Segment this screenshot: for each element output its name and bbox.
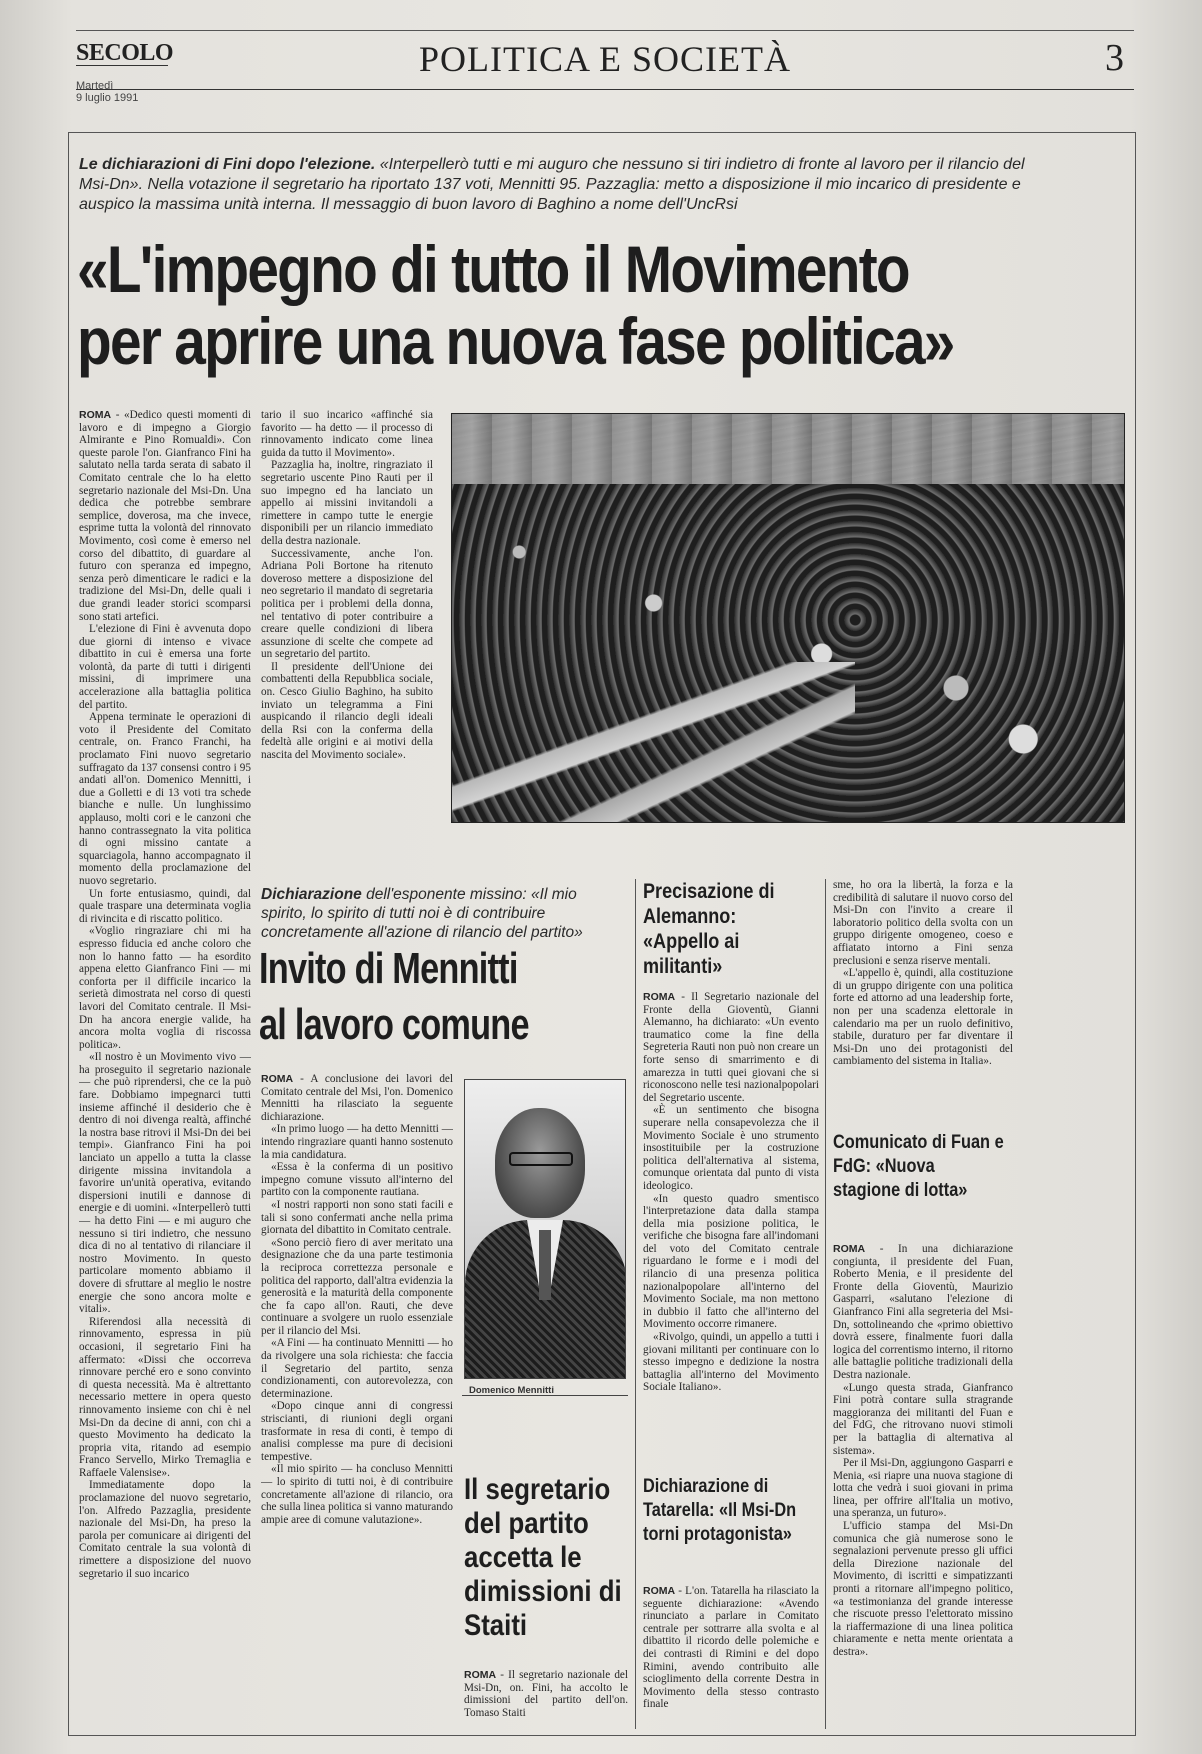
page-number: 3 — [1105, 37, 1124, 79]
paragraph: Immediatamente dopo la proclamazione del nuovo segretario, l'on. Alfredo Pazzaglia, presidente nazionale del Msi-Dn, ha preso la parola per comunicare ai dirigenti del Comitato centrale la sua volontà di rimettere a disposizione del nuovo segretario il suo incarico — [79, 1479, 251, 1580]
paragraph: Appena terminate le operazioni di voto il Presidente del Comitato centrale, on. Franco Franchi, ha proclamato Fini nuovo segretario suffragato da 137 consensi contro i 95 andati all'on. Domenico Mennitti, i due a Golletti e di 13 voti tra schede bianche e nulle. Un lunghissimo applauso, molti cori e le canzoni che hanno contrassegnato la vita politica di ogni missino cantate a squarciagola, hanno accompagnato il momento della proclamazione del nuovo segretario. — [79, 711, 251, 887]
newspaper-brand: SECOLO — [76, 40, 174, 66]
paragraph-text: - Il Segretario nazionale del Fronte della Gioventù, Gianni Alemanno, ha dichiarato: «Un evento traumatico come la fine della Segreteria Rauti non può non creare un forte senso di smarrimento e di amarezza in tutti quei giovani che si riconoscono nelle tesi nazionalpopolari del Segretario uscente. — [643, 991, 819, 1104]
section-title: POLITICA E SOCIETÀ — [419, 39, 791, 79]
alemanno-article-body — [643, 991, 819, 1411]
paragraph-text: - L'on. Tatarella ha rilasciato la seguente dichiarazione: «Avendo rinunciato a parlare in Comitato centrale per sottrarre alla svolta e al dibattito il ricordo delle polemiche e dei contrasti di Rimini e del dopo Rimini, avendo contribuito alle scioglimento della corrente Destra in Movimento della stesso contrasto finale — [643, 1585, 819, 1711]
paragraph: «L'appello è, quindi, alla costituzione di un gruppo dirigente con una politica forte ed attorno ad una leadership forte, non per una scadenza elettorale in calendario ma per un ruolo definitivo, stabile, duraturo per far diventare il Msi-Dn uno dei protagonisti del cambiamento del sistema in Italia». — [833, 967, 1013, 1068]
mennitti-article-body — [261, 1073, 453, 1733]
main-headline — [77, 233, 1092, 377]
dateline: ROMA — [643, 991, 676, 1003]
dateline: ROMA — [261, 1073, 294, 1085]
mennitti-kicker — [261, 885, 621, 942]
paragraph: «Lungo questa strada, Gianfranco Fini potrà contare sulla stragrande maggioranza dei militanti del Fuan e del FdG, che ritrovano nuovi stimoli per la battaglia di alternativa al sistema». — [833, 1381, 1013, 1457]
fuan-headline: Comunicato di Fuan e FdG: «Nuova stagione di lotta» — [833, 1132, 1004, 1201]
paragraph: Un forte entusiasmo, quindi, dal quale traspare una determinata voglia di rivincita e di riscatto politico. — [79, 887, 251, 925]
staiti-article-body — [464, 1669, 628, 1735]
masthead — [76, 30, 1134, 104]
paragraph: «Il nostro è un Movimento vivo — ha proseguito il segretario nazionale — che può riprendersi, che ce la può fare. Dobbiamo impegnarci tutti insieme affinché il desiderio che è dentro di noi divenga realtà, affinché la nostra base ritrovi il Msi-Dn dei bei tempi». Gianfranco Fini ha poi lanciato un appello a tutta la classe dirigente missina invitandola a favorire un'unità operativa, evitando dispersioni inutili e dannose di energie e di uomini. «Interpellerò tutti — ha detto Fini — e mi auguro che nessuno si tiri indietro, che nessuno dica di no al tentativo di rilanciare il nostro Movimento. In questo particolare momento abbiamo il dovere di sfruttare al meglio le nostre energie che sono ancora molte e vitali». — [79, 1051, 251, 1316]
committee-meeting-photo — [451, 413, 1125, 823]
alemanno-headline: Precisazione di Alemanno: «Appello ai militanti» — [643, 880, 775, 978]
paragraph: L'elezione di Fini è avvenuta dopo due giorni di intenso e vivace dibattito in cui è emersa una forte volontà, da parte di tutti i dirigenti missini, di imprimere una accelerazione alla battaglia politica del partito. — [79, 623, 251, 711]
paragraph: «A Fini — ha continuato Mennitti — ho da rivolgere una sola richiesta: che faccia il Segretario del partito, senza condizionamenti, con autorevolezza, con determinazione. — [261, 1337, 453, 1400]
dateline: ROMA — [464, 1669, 497, 1681]
paragraph: Successivamente, anche l'on. Adriana Poli Bortone ha ritenuto doveroso mettere a disposizione del neo segretario il mandato di segretaria politica per i problemi della donna, nel tentativo di poter contribuire a creare quelle condizioni di libera assunzione di scelte che compete ad un segretario del partito. — [261, 547, 433, 661]
paragraph: «In primo luogo — ha detto Mennitti — intendo ringraziare quanti hanno sostenuto la mia candidatura. — [261, 1123, 453, 1161]
tatarella-article-body — [643, 1585, 819, 1733]
dateline: ROMA — [833, 1243, 866, 1255]
paragraph: «Dopo cinque anni di congressi striscianti, di riunioni degli organi trasformate in resa di conti, è tempo di analisi complesse ma pure di decisioni tempestive. — [261, 1400, 453, 1463]
main-kicker-text: «Interpellerò tutti e mi auguro che nessuno si tiri indietro di fronte al lavoro per il rilancio del Msi-Dn». Nella votazione il segretario ha riportato 137 voti, Mennitti 95. Pazzaglia: metto a disposizione il mio incarico di presidente e auspico la massima unità interna. Il messaggio di buon lavoro di Baghino a nome dell'UncRsi — [79, 156, 1025, 213]
paragraph: «Essa è la conferma di un positivo impegno comune vissuto all'interno del partito con la componente rautiana. — [261, 1161, 453, 1199]
paragraph: L'ufficio stampa del Msi-Dn comunica che già numerose sono le segnalazioni pervenute presso gli uffici della Direzione nazionale del Movimento, di iscritti e simpatizzanti pronti a ritornare all'impegno politico, «a testimonianza del grande interesse che riscuote presso l'elettorato missino la riaffermazione di una linea politica chiaramente e netta mente orientata a destra». — [833, 1520, 1013, 1658]
portrait-glasses — [509, 1152, 573, 1166]
masthead-top-rule — [76, 30, 1134, 31]
dateline: ROMA — [643, 1585, 676, 1597]
mennitti-headline-line2: al lavoro comune — [259, 1000, 529, 1049]
main-kicker-lead: Le dichiarazioni di Fini dopo l'elezione. — [79, 156, 376, 173]
paragraph-text: - «Dedico questi momenti di lavoro e di impegno a Giorgio Almirante e Pino Romualdi». Con queste parole l'on. Gianfranco Fini ha salutato nella tarda serata di sabato il Comitato centrale che lo ha eletto segretario nazionale del Msi-Dn. Una dedica che potrebbe sembrare semplice, doverosa, ma che invece, esprime tutta la volontà del rinnovato Movimento, così come è emerso nel corso del dibattito, di guardare al futuro con speranza ed impegno, senza però dimenticare le radici e la tradizione del Msi-Dn, delle quali i due grandi leader storici scomparsi sono stati artefici. — [79, 409, 251, 623]
paragraph — [464, 1669, 628, 1719]
photo-caption: Domenico Mennitti — [469, 1385, 554, 1396]
mennitti-kicker-lead: Dichiarazione — [261, 886, 362, 903]
paragraph: Il presidente dell'Unione dei combattenti della Repubblica sociale, on. Cesco Giulio Baghino, ha subito inviato un telegramma a Fini auspicando il rilancio degli ideali della Rsi con la conferma della fedeltà alle origini e ai motivi della nascita del Movimento sociale». — [261, 660, 433, 762]
mennitti-headline-line1: Invito di Mennitti — [259, 944, 518, 993]
mennitti-portrait-photo — [464, 1079, 626, 1379]
paragraph — [643, 1585, 819, 1711]
column-divider — [825, 879, 826, 1729]
paragraph: «Sono perciò fiero di aver meritato una designazione che da una parte testimonia la reciproca correttezza personale e politica del rapporto, dall'altra evidenzia la generosità e la maturità della componente che fa capo all'on. Rauti, che deve continuare a svolgere un ruolo essenziale per il rilancio del Msi. — [261, 1236, 453, 1337]
paragraph — [79, 409, 251, 623]
issue-day: Martedì — [76, 80, 114, 92]
paragraph-text: - A conclusione dei lavori del Comitato centrale del Msi, l'on. Domenico Mennitti ha rilasciato la seguente dichiarazione. — [261, 1073, 453, 1123]
photo-ceiling — [452, 414, 1124, 484]
paragraph — [643, 991, 819, 1104]
paragraph: «In questo quadro smentisco l'interpretazione data dalla stampa della mia posizione politica, le verifiche che bisogna fare all'indomani del voto del Comitato centrale riguardano le forme e i modi del rilancio di una presenza politica nazionalpopolare all'interno del Movimento Sociale, ma non mettono in dubbio il fatto che all'interno del Movimento occorre rimanere. — [643, 1192, 819, 1331]
fuan-article-body — [833, 1243, 1013, 1733]
paragraph: tario il suo incarico «affinché sia favorito — ha detto — il processo di rinnovamento indicato come linea guida da tutto il Movimento». — [261, 409, 433, 459]
paragraph: «È un sentimento che bisogna superare nella consapevolezza che il Movimento Sociale è uno strumento insostituibile per la costruzione politica dell'alternativa al sistema, comunque orientata dal punto di vista ideologico. — [643, 1104, 819, 1192]
photo-tables — [452, 662, 855, 822]
tatarella-continuation — [833, 879, 1013, 1107]
portrait-tie — [539, 1230, 551, 1300]
paragraph: «Rivolgo, quindi, un appello a tutti i giovani militanti per continuare con lo stesso impegno e dedizione la nostra battaglia all'interno del Movimento Sociale Italiano». — [643, 1331, 819, 1394]
staiti-headline: Il segretario del partito accetta le dimissioni di Staiti — [464, 1473, 622, 1642]
mennitti-kicker-text: dell'esponente missino: «Il mio spirito, lo spirito di tutti noi è di contribuire concretamente all'azione di rilancio del partito» — [261, 886, 583, 941]
main-kicker — [79, 155, 1039, 215]
main-article-column-2 — [261, 409, 433, 873]
paragraph: «Il mio spirito — ha concluso Mennitti — lo spirito di tutti noi, è di contribuire concretamente all'azione di rilancio, ora che sulla linea politica si vanno maturando ampie aree di comune valutazione». — [261, 1463, 453, 1526]
paragraph — [833, 1243, 1013, 1382]
main-headline-line2: per aprire una nuova fase politica» — [77, 304, 954, 378]
article-frame — [68, 132, 1136, 1736]
paragraph: Pazzaglia ha, inoltre, ringraziato il segretario uscente Pino Rauti per il suo impegno ed ha lanciato un appello ai missini invitandoli a rimettere in campo tutte le energie disponibili per un rilancio immediato della destra nazionale. — [261, 459, 433, 547]
issue-date: 9 luglio 1991 — [76, 92, 139, 104]
paragraph: «I nostri rapporti non sono stati facili e tali si sono confermati anche nella prima giornata del dibattito in Comitato centrale. — [261, 1198, 453, 1237]
column-divider — [635, 879, 636, 1729]
paragraph: Riferendosi alla necessità di rinnovamento, espressa in più occasioni, il segretario Fini ha affermato: «Dissi che occorreva rinnovare perché ero e sono convinto di questa necessità. Ma è altrettanto necessario mettere in opera questo rinnovamento insieme con chi è nel Msi-Dn da decine di anni, con chi a questo Movimento ha dedicato la propria vita, ritando ad esempio Franco Servello, Mirko Tremaglia e Raffaele Valensise». — [79, 1315, 251, 1479]
paragraph-text: - In una dichiarazione congiunta, il presidente del Fuan, Roberto Menia, e il presidente del Fronte della Gioventù, Maurizio Gasparri, «salutano l'elezione di Gianfranco Fini alla segreteria del Msi-Dn, sottolineando che «primo obiettivo dovrà essere, finalmente fuori dalla logica del correntismo interno, il ritorno alle battaglie politiche tradizionali della Destra nazionale. — [833, 1243, 1013, 1381]
paragraph: sme, ho ora la libertà, la forza e la credibilità di salutare il nuovo corso del Msi-Dn con l'invito a creare il laboratorio politico della svolta con un gruppo dirigente omogeneo, coeso e affiatato intorno a Fini senza preclusioni e senza riserve mentali. — [833, 879, 1013, 967]
paragraph: Per il Msi-Dn, aggiungono Gasparri e Menia, «si riapre una nuova stagione di lotta che vedrà i suoi giovani in prima linea, per offrire all'Italia un motivo, una speranza, un futuro». — [833, 1457, 1013, 1520]
paragraph: «Voglio ringraziare chi mi ha espresso fiducia ed anche coloro che non lo hanno fatto — ha esordito appena eletto Gianfranco Fini — mi conforta per il difficile incarico la serietà dimostrata nel corso di questi lavori del Comitato centrale. Il Msi-Dn ha ancora energie valide, ha ancora molta voglia di riscossa politica». — [79, 925, 251, 1051]
tatarella-headline: Dichiarazione di Tatarella: «Il Msi-Dn torni protagonista» — [643, 1476, 797, 1545]
paragraph-text: - Il segretario nazionale del Msi-Dn, on. Fini, ha accolto le dimissioni del partito dell'on. Tomaso Staiti — [464, 1669, 628, 1719]
main-headline-line1: «L'impegno di tutto il Movimento — [77, 232, 909, 306]
main-article-column-1 — [79, 409, 251, 1729]
dateline: ROMA — [79, 409, 112, 421]
paragraph — [261, 1073, 453, 1123]
mennitti-headline — [259, 941, 665, 1053]
